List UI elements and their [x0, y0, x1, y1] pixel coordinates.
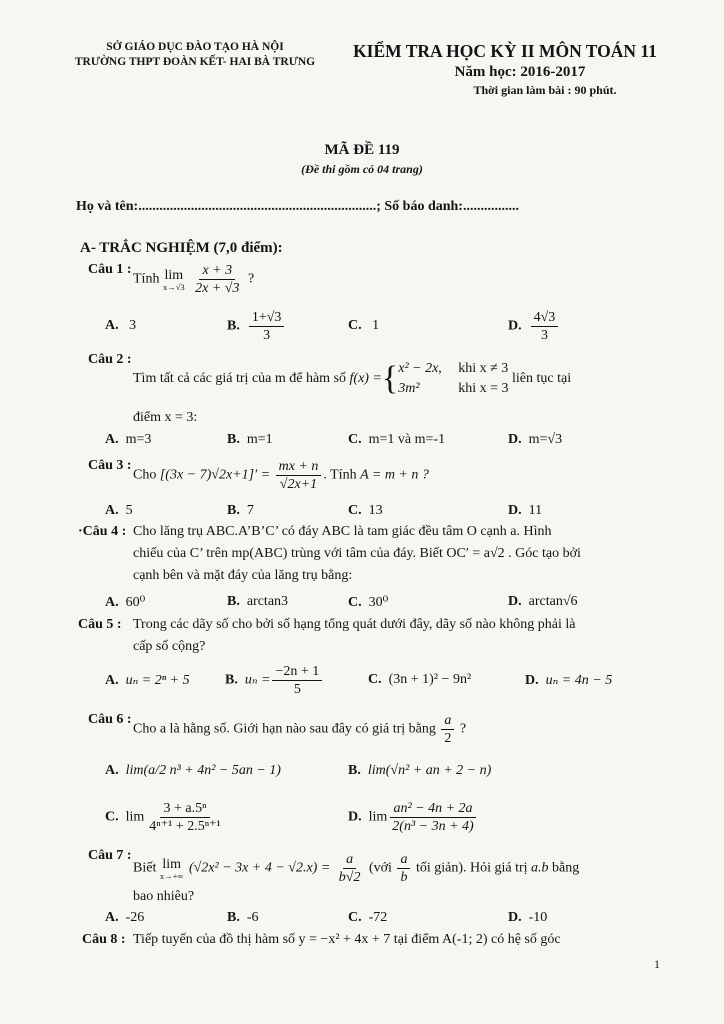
q3-option-b[interactable]: B. 7 — [227, 503, 254, 518]
q5-label: Câu 5 : — [78, 617, 122, 632]
q6-option-a[interactable]: A. lim(a/2 n³ + 4n² − 5an − 1) — [105, 763, 281, 778]
q7-option-a[interactable]: A. -26 — [105, 910, 145, 925]
q5-line2: cấp số cộng? — [133, 639, 206, 654]
q6-label: Câu 6 : — [88, 712, 132, 727]
q3-option-a[interactable]: A. 5 — [105, 503, 133, 518]
q5-option-d[interactable]: D. uₙ = 4n − 5 — [525, 673, 613, 688]
page-number: 1 — [654, 957, 660, 971]
q1-option-d[interactable]: D. $\frac{4√3}{3}$ — [508, 309, 560, 344]
q2-option-c[interactable]: C. m=1 và m=-1 — [348, 432, 446, 447]
q6-option-d[interactable]: D. lim $\frac{\text{an² − 4n + 2a}}{\text{2(n³ − 3n + 4)}}$ — [348, 801, 474, 834]
exam-duration: Thời gian làm bài : 90 phút. — [473, 83, 617, 97]
q1-label: Câu 1 : — [88, 262, 132, 277]
q8-label: Câu 8 : — [82, 932, 126, 947]
q4-option-d[interactable]: D. arctan√6 — [508, 594, 578, 609]
school-name: TRƯỜNG THPT ĐOÀN KẾT- HAI BÀ TRƯNG — [74, 56, 316, 68]
q5-option-b[interactable]: B. uₙ = $\frac{-2n + 1}{5}$ — [225, 663, 324, 698]
q6-option-b[interactable]: B. lim(√n² + an + 2 − n) — [348, 763, 492, 778]
exam-code: MÃ ĐỀ 119 — [324, 142, 400, 158]
q6-text: Cho a là hằng số. Giới hạn nào sau đây có giá trị bằng $\frac{a}{2}$ ? — [133, 713, 467, 746]
q5-line1: Trong các dãy số cho bởi số hạng tổng quát dưới đây, dãy số nào không phải là — [133, 617, 576, 632]
q4-line1: Cho lăng trụ ABC.A’B’C’ có đáy ABC là tam giác đều tâm O cạnh a. Hình — [133, 524, 552, 539]
q4-line2: chiếu của C’ trên mp(ABC) trùng với tâm của đáy. Biết OC′ = a√2 . Góc tạo bởi — [133, 546, 581, 561]
q1-text: Tính lim x→√3 $\frac{x + 3}{2x + √3}$ ? — [133, 263, 255, 296]
q7-option-c[interactable]: C. -72 — [348, 910, 388, 925]
q3-text: Cho [(3x − 7)√2x+1]′ = $\frac{mx + n}{√2x+1}$ . Tính A = m + n ? — [133, 459, 429, 492]
q8-text: Tiếp tuyến của đồ thị hàm số y = −x² + 4x + 7 tại điểm A(-1; 2) có hệ số góc — [133, 932, 561, 947]
q5-option-a[interactable]: A. uₙ = 2ⁿ + 5 — [105, 673, 190, 688]
exam-title: KIỂM TRA HỌC KỲ II MÔN TOÁN 11 — [353, 41, 657, 61]
q4-option-c[interactable]: C. 30⁰ — [348, 595, 389, 610]
q2-text-cont: điểm x = 3: — [133, 410, 198, 425]
q2-option-a[interactable]: A. m=3 — [105, 432, 152, 447]
candidate-info-line: Họ và tên:....................................................................; Số báo danh:................ — [76, 199, 519, 214]
q4-label: ·Câu 4 : — [78, 524, 127, 539]
header-right — [335, 40, 675, 98]
q3-option-c[interactable]: C. 13 — [348, 503, 383, 518]
q1-option-c[interactable]: C. 1 — [348, 318, 380, 333]
q7-option-b[interactable]: B. -6 — [227, 910, 259, 925]
pages-note: (Đề thi gồm có 04 trang) — [301, 162, 423, 176]
q1-option-b[interactable]: B. $\frac{1+√3}{3}$ — [227, 309, 286, 344]
q7-text: Biết lim x→+∞ (√2x² − 3x + 4 − √2.x) = $\frac{a}{b√2}$ (với $\frac{a}{b}$ tối giản). Hỏi giá trị a.b bằng — [133, 852, 580, 885]
q2-label: Câu 2 : — [88, 352, 132, 367]
q3-label: Câu 3 : — [88, 458, 132, 473]
q2-text: Tìm tất cả các giá trị của m để hàm số f(x) = { x² − 2x, khi x ≠ 3 3m² khi x = 3 liên tục tại — [133, 360, 572, 397]
q2-option-b[interactable]: B. m=1 — [227, 432, 273, 447]
q5-option-c[interactable]: C. (3n + 1)² − 9n² — [368, 672, 472, 687]
section-title: A- TRẮC NGHIỆM (7,0 điểm): — [80, 240, 283, 256]
q4-line3: cạnh bên và mặt đáy của lăng trụ bằng: — [133, 568, 353, 583]
q6-option-c[interactable]: C. lim $\frac{\text{3 + a.5ⁿ}}{\text{4ⁿ⁺¹ + 2.5ⁿ⁺¹}}$ — [105, 801, 221, 834]
q1-option-a[interactable]: A. 3 — [105, 318, 137, 333]
header-left — [60, 40, 330, 70]
q4-option-b[interactable]: B. arctan3 — [227, 594, 289, 609]
department: SỞ GIÁO DỤC ĐÀO TẠO HÀ NỘI — [106, 41, 284, 53]
q7-label: Câu 7 : — [88, 848, 132, 863]
q3-option-d[interactable]: D. 11 — [508, 503, 543, 518]
q7-line2: bao nhiêu? — [133, 889, 195, 904]
q2-option-d[interactable]: D. m=√3 — [508, 432, 563, 447]
school-year: Năm học: 2016-2017 — [454, 64, 586, 80]
q7-option-d[interactable]: D. -10 — [508, 910, 548, 925]
q4-option-a[interactable]: A. 60⁰ — [105, 595, 146, 610]
